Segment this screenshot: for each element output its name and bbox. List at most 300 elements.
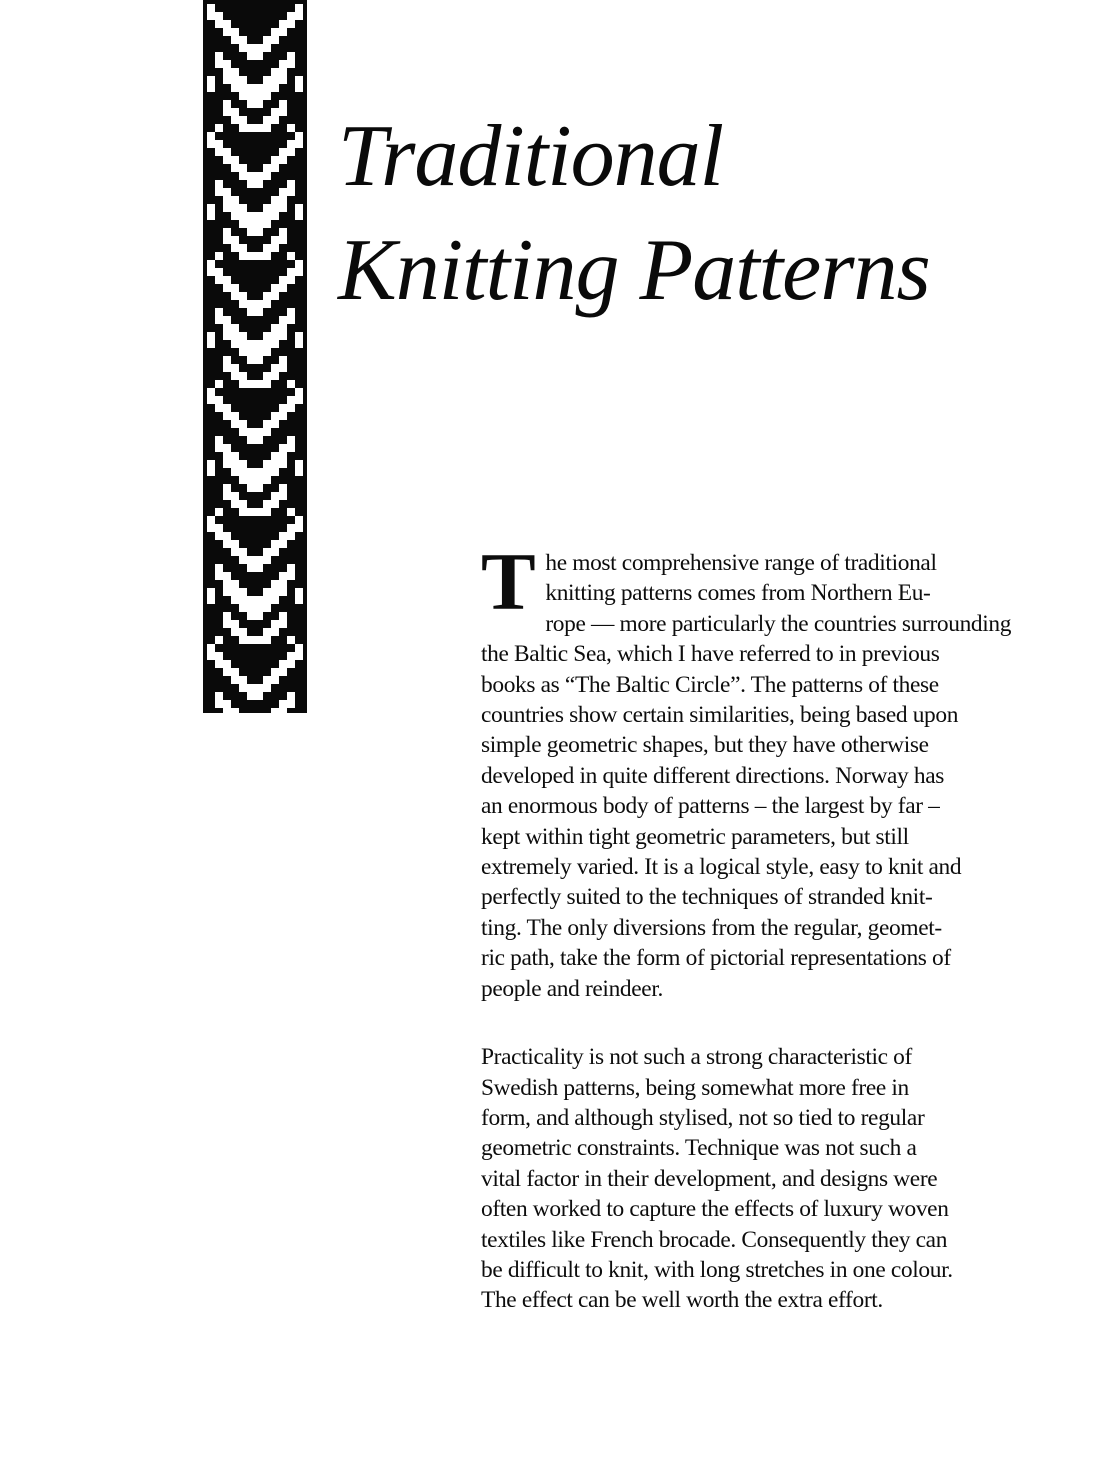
- pattern-stitch: [247, 436, 255, 444]
- pattern-stitch: [239, 596, 247, 604]
- pattern-stitch: [247, 380, 255, 388]
- pattern-stitch: [295, 652, 303, 660]
- paragraph-line: geometric constraints. Technique was not such a: [481, 1135, 917, 1162]
- pattern-stitch: [295, 388, 303, 396]
- pattern-stitch: [239, 44, 247, 52]
- pattern-stitch: [247, 300, 255, 308]
- pattern-stitch: [271, 372, 279, 380]
- pattern-stitch: [215, 20, 223, 28]
- pattern-stitch: [215, 316, 223, 324]
- pattern-stitch: [279, 412, 287, 420]
- pattern-stitch: [207, 204, 215, 212]
- pattern-stitch: [223, 20, 231, 28]
- pattern-stitch: [231, 36, 239, 44]
- pattern-stitch: [231, 116, 239, 124]
- second-paragraph: [481, 1042, 1056, 1316]
- pattern-stitch: [231, 420, 239, 428]
- pattern-stitch: [215, 692, 223, 700]
- pattern-stitch: [247, 604, 255, 612]
- knitting-pattern-border: [203, 0, 307, 713]
- pattern-stitch: [207, 516, 215, 524]
- pattern-stitch: [271, 340, 279, 348]
- pattern-stitch: [223, 668, 231, 676]
- pattern-stitch: [287, 140, 295, 148]
- pattern-stitch: [223, 60, 231, 68]
- pattern-stitch: [223, 588, 231, 596]
- pattern-stitch: [239, 92, 247, 100]
- pattern-stitch: [215, 404, 223, 412]
- pattern-stitch: [263, 348, 271, 356]
- pattern-stitch: [263, 636, 271, 644]
- pattern-stitch: [239, 292, 247, 300]
- pattern-stitch: [231, 236, 239, 244]
- pattern-stitch: [239, 588, 247, 596]
- paragraph-line: people and reindeer.: [481, 975, 663, 1002]
- pattern-stitch: [271, 708, 279, 713]
- pattern-stitch: [207, 644, 215, 652]
- pattern-stitch: [279, 284, 287, 292]
- pattern-stitch: [271, 196, 279, 204]
- pattern-stitch: [279, 316, 287, 324]
- pattern-stitch: [255, 612, 263, 620]
- pattern-stitch: [271, 244, 279, 252]
- pattern-stitch: [207, 260, 215, 268]
- pattern-stitch: [223, 540, 231, 548]
- pattern-stitch: [239, 84, 247, 92]
- pattern-stitch: [223, 276, 231, 284]
- pattern-stitch: [287, 532, 295, 540]
- pattern-stitch: [287, 188, 295, 196]
- pattern-stitch: [223, 532, 231, 540]
- pattern-stitch: [239, 172, 247, 180]
- pattern-stitch: [271, 76, 279, 84]
- pattern-stitch: [231, 340, 239, 348]
- pattern-stitch: [215, 268, 223, 276]
- pattern-stitch: [263, 76, 271, 84]
- pattern-stitch: [215, 508, 223, 516]
- pattern-stitch: [279, 492, 287, 500]
- pattern-stitch: [231, 676, 239, 684]
- pattern-stitch: [263, 548, 271, 556]
- pattern-stitch: [271, 84, 279, 92]
- paragraph-line: books as “The Baltic Circle”. The patterns of these: [481, 671, 939, 698]
- pattern-stitch: [215, 396, 223, 404]
- pattern-stitch: [223, 700, 231, 708]
- pattern-stitch: [279, 204, 287, 212]
- pattern-stitch: [247, 172, 255, 180]
- pattern-stitch: [231, 156, 239, 164]
- pattern-stitch: [239, 420, 247, 428]
- pattern-stitch: [279, 364, 287, 372]
- pattern-stitch: [207, 652, 215, 660]
- pattern-stitch: [287, 436, 295, 444]
- pattern-stitch: [279, 708, 287, 713]
- title-line-2: Knitting Patterns: [338, 222, 930, 319]
- pattern-stitch: [239, 636, 247, 644]
- pattern-stitch: [279, 148, 287, 156]
- pattern-stitch: [239, 244, 247, 252]
- pattern-stitch: [295, 140, 303, 148]
- pattern-stitch: [287, 124, 295, 132]
- paragraph-line: perfectly suited to the techniques of stranded knit-: [481, 884, 933, 911]
- pattern-stitch: [239, 220, 247, 228]
- pattern-stitch: [239, 676, 247, 684]
- pattern-stitch: [271, 364, 279, 372]
- intro-paragraph: [481, 536, 1056, 1004]
- pattern-stitch: [247, 44, 255, 52]
- pattern-stitch: [295, 212, 303, 220]
- pattern-stitch: [223, 660, 231, 668]
- pattern-stitch: [215, 276, 223, 284]
- pattern-stitch: [263, 460, 271, 468]
- pattern-stitch: [255, 604, 263, 612]
- pattern-stitch: [207, 140, 215, 148]
- pattern-stitch: [271, 164, 279, 172]
- paragraph-line: vital factor in their development, and designs were: [481, 1165, 938, 1192]
- pattern-stitch: [231, 596, 239, 604]
- pattern-stitch: [239, 500, 247, 508]
- pattern-stitch: [263, 332, 271, 340]
- pattern-stitch: [215, 140, 223, 148]
- pattern-stitch: [263, 380, 271, 388]
- pattern-stitch: [263, 500, 271, 508]
- pattern-stitch: [263, 420, 271, 428]
- pattern-stitch: [247, 308, 255, 316]
- pattern-stitch: [287, 524, 295, 532]
- pattern-stitch: [263, 684, 271, 692]
- pattern-stitch: [255, 340, 263, 348]
- pattern-stitch: [239, 604, 247, 612]
- pattern-stitch: [279, 188, 287, 196]
- pattern-stitch: [263, 300, 271, 308]
- pattern-stitch: [223, 188, 231, 196]
- pattern-stitch: [287, 12, 295, 20]
- pattern-stitch: [295, 460, 303, 468]
- paragraph-line: The effect can be well worth the extra effort.: [481, 1287, 883, 1314]
- paragraph-line: simple geometric shapes, but they have otherwise: [481, 732, 929, 759]
- pattern-stitch: [215, 436, 223, 444]
- pattern-stitch: [255, 92, 263, 100]
- pattern-stitch: [223, 412, 231, 420]
- pattern-stitch: [271, 620, 279, 628]
- pattern-stitch: [231, 372, 239, 380]
- pattern-stitch: [263, 340, 271, 348]
- pattern-stitch: [223, 572, 231, 580]
- pattern-stitch: [271, 628, 279, 636]
- pattern-stitch: [223, 620, 231, 628]
- pattern-stitch: [287, 508, 295, 516]
- pattern-stitch: [215, 308, 223, 316]
- pattern-stitch: [271, 420, 279, 428]
- pattern-stitch: [231, 412, 239, 420]
- pattern-stitch: [295, 396, 303, 404]
- pattern-stitch: [279, 332, 287, 340]
- paragraph-line: an enormous body of patterns – the largest by far –: [481, 793, 940, 820]
- pattern-stitch: [231, 204, 239, 212]
- pattern-stitch: [223, 76, 231, 84]
- paragraph-line: developed in quite different directions. Norway has: [481, 762, 945, 789]
- pattern-stitch: [287, 148, 295, 156]
- pattern-stitch: [263, 36, 271, 44]
- pattern-stitch: [231, 460, 239, 468]
- pattern-stitch: [231, 284, 239, 292]
- pattern-stitch: [215, 652, 223, 660]
- pattern-stitch: [223, 324, 231, 332]
- pattern-stitch: [279, 324, 287, 332]
- pattern-stitch: [255, 44, 263, 52]
- pattern-stitch: [279, 588, 287, 596]
- pattern-stitch: [223, 228, 231, 236]
- pattern-stitch: [279, 156, 287, 164]
- pattern-stitch: [239, 372, 247, 380]
- pattern-stitch: [247, 564, 255, 572]
- pattern-stitch: [295, 596, 303, 604]
- paragraph-line: ric path, take the form of pictorial representations of: [481, 945, 951, 972]
- pattern-stitch: [231, 580, 239, 588]
- pattern-stitch: [287, 380, 295, 388]
- pattern-stitch: [263, 556, 271, 564]
- pattern-stitch: [215, 148, 223, 156]
- pattern-stitch: [279, 668, 287, 676]
- pattern-stitch: [239, 380, 247, 388]
- pattern-stitch: [247, 476, 255, 484]
- pattern-stitch: [263, 252, 271, 260]
- pattern-stitch: [223, 612, 231, 620]
- pattern-stitch: [207, 268, 215, 276]
- pattern-stitch: [247, 228, 255, 236]
- pattern-stitch: [271, 284, 279, 292]
- pattern-stitch: [231, 84, 239, 92]
- pattern-stitch: [271, 460, 279, 468]
- paragraph-line: textiles like French brocade. Consequently they can: [481, 1226, 948, 1253]
- pattern-stitch: [223, 404, 231, 412]
- pattern-stitch: [255, 180, 263, 188]
- pattern-stitch: [263, 372, 271, 380]
- pattern-stitch: [263, 204, 271, 212]
- pattern-stitch: [287, 20, 295, 28]
- pattern-stitch: [215, 252, 223, 260]
- pattern-stitch: [247, 220, 255, 228]
- pattern-stitch: [247, 484, 255, 492]
- pattern-stitch: [255, 172, 263, 180]
- pattern-stitch: [255, 100, 263, 108]
- pattern-stitch: [239, 36, 247, 44]
- pattern-stitch: [239, 164, 247, 172]
- pattern-stitch: [271, 212, 279, 220]
- pattern-stitch: [207, 212, 215, 220]
- pattern-stitch: [223, 28, 231, 36]
- pattern-stitch: [295, 468, 303, 476]
- pattern-stitch: [207, 12, 215, 20]
- pattern-stitch: [279, 76, 287, 84]
- pattern-stitch: [279, 580, 287, 588]
- pattern-stitch: [255, 124, 263, 132]
- pattern-stitch: [271, 676, 279, 684]
- pattern-stitch: [279, 460, 287, 468]
- pattern-stitch: [287, 308, 295, 316]
- pattern-stitch: [287, 316, 295, 324]
- pattern-stitch: [223, 204, 231, 212]
- drop-cap: T: [481, 536, 536, 627]
- pattern-stitch: [255, 484, 263, 492]
- pattern-stitch: [271, 588, 279, 596]
- pattern-stitch: [287, 252, 295, 260]
- pattern-stitch: [279, 20, 287, 28]
- pattern-stitch: [223, 484, 231, 492]
- pattern-stitch: [295, 516, 303, 524]
- pattern-stitch: [231, 468, 239, 476]
- pattern-stitch: [271, 156, 279, 164]
- body-text: [481, 536, 1056, 1316]
- paragraph-line: kept within tight geometric parameters, but still: [481, 823, 909, 850]
- pattern-stitch: [223, 68, 231, 76]
- pattern-stitch: [239, 252, 247, 260]
- pattern-stitch: [255, 52, 263, 60]
- pattern-stitch: [223, 196, 231, 204]
- pattern-stitch: [223, 156, 231, 164]
- pattern-stitch: [271, 412, 279, 420]
- title-line-1: Traditional: [338, 108, 724, 205]
- pattern-stitch: [247, 556, 255, 564]
- pattern-stitch: [263, 604, 271, 612]
- paragraph-line: the Baltic Sea, which I have referred to in previous: [481, 641, 940, 668]
- pattern-stitch: [215, 180, 223, 188]
- pattern-stitch: [239, 476, 247, 484]
- pattern-stitch: [223, 492, 231, 500]
- pattern-stitch: [263, 428, 271, 436]
- paragraph-line: he most comprehensive range of traditional: [545, 550, 937, 576]
- pattern-stitch: [279, 196, 287, 204]
- pattern-stitch: [207, 396, 215, 404]
- pattern-stitch: [271, 36, 279, 44]
- knitting-pattern-border-icon: [203, 0, 307, 713]
- pattern-stitch: [263, 476, 271, 484]
- pattern-stitch: [279, 484, 287, 492]
- pattern-stitch: [279, 356, 287, 364]
- pattern-stitch: [271, 468, 279, 476]
- pattern-stitch: [271, 500, 279, 508]
- pattern-stitch: [295, 268, 303, 276]
- pattern-stitch: [223, 332, 231, 340]
- pattern-stitch: [231, 292, 239, 300]
- pattern-stitch: [263, 292, 271, 300]
- pattern-stitch: [231, 196, 239, 204]
- pattern-stitch: [223, 580, 231, 588]
- pattern-stitch: [231, 620, 239, 628]
- pattern-stitch: [279, 404, 287, 412]
- pattern-stitch: [239, 428, 247, 436]
- pattern-stitch: [239, 332, 247, 340]
- pattern-stitch: [231, 628, 239, 636]
- pattern-stitch: [271, 596, 279, 604]
- pattern-stitch: [223, 148, 231, 156]
- pattern-stitch: [295, 644, 303, 652]
- pattern-stitch: [247, 84, 255, 92]
- pattern-stitch: [215, 700, 223, 708]
- pattern-stitch: [255, 380, 263, 388]
- pattern-stitch: [263, 588, 271, 596]
- pattern-stitch: [247, 508, 255, 516]
- pattern-stitch: [215, 188, 223, 196]
- pattern-stitch: [271, 548, 279, 556]
- pattern-stitch: [295, 132, 303, 140]
- pattern-stitch: [223, 452, 231, 460]
- pattern-stitch: [295, 12, 303, 20]
- pattern-stitch: [279, 228, 287, 236]
- pattern-stitch: [231, 164, 239, 172]
- pattern-stitch: [287, 268, 295, 276]
- pattern-stitch: [295, 260, 303, 268]
- pattern-stitch: [271, 540, 279, 548]
- pattern-stitch: [239, 340, 247, 348]
- pattern-stitch: [207, 388, 215, 396]
- pattern-stitch: [263, 244, 271, 252]
- pattern-stitch: [231, 588, 239, 596]
- pattern-stitch: [255, 508, 263, 516]
- pattern-stitch: [287, 52, 295, 60]
- pattern-stitch: [231, 500, 239, 508]
- pattern-stitch: [287, 636, 295, 644]
- pattern-stitch: [263, 596, 271, 604]
- paragraph-line: be difficult to knit, with long stretches in one colour.: [481, 1256, 953, 1283]
- pattern-stitch: [239, 204, 247, 212]
- pattern-stitch: [263, 164, 271, 172]
- pattern-stitch: [263, 124, 271, 132]
- pattern-stitch: [263, 84, 271, 92]
- pattern-stitch: [271, 332, 279, 340]
- pattern-stitch: [263, 116, 271, 124]
- paragraph-line: form, and although stylised, not so tied to regular: [481, 1104, 925, 1131]
- pattern-stitch: [271, 668, 279, 676]
- pattern-stitch: [295, 84, 303, 92]
- pattern-stitch: [231, 244, 239, 252]
- pattern-stitch: [255, 84, 263, 92]
- pattern-stitch: [239, 508, 247, 516]
- pattern-stitch: [255, 220, 263, 228]
- pattern-stitch: [271, 204, 279, 212]
- pattern-stitch: [223, 460, 231, 468]
- pattern-stitch: [255, 428, 263, 436]
- pattern-stitch: [287, 652, 295, 660]
- pattern-stitch: [247, 596, 255, 604]
- pattern-stitch: [215, 12, 223, 20]
- pattern-stitch: [239, 124, 247, 132]
- pattern-stitch: [295, 340, 303, 348]
- pattern-stitch: [247, 356, 255, 364]
- pattern-stitch: [231, 548, 239, 556]
- pattern-stitch: [271, 28, 279, 36]
- pattern-stitch: [223, 108, 231, 116]
- pattern-stitch: [247, 212, 255, 220]
- pattern-stitch: [215, 444, 223, 452]
- pattern-stitch: [231, 708, 239, 713]
- pattern-stitch: [247, 252, 255, 260]
- pattern-stitch: [255, 692, 263, 700]
- pattern-stitch: [287, 180, 295, 188]
- pattern-stitch: [223, 364, 231, 372]
- pattern-stitch: [239, 212, 247, 220]
- pattern-stitch: [279, 68, 287, 76]
- pattern-stitch: [287, 572, 295, 580]
- pattern-stitch: [223, 356, 231, 364]
- pattern-stitch: [287, 60, 295, 68]
- pattern-stitch: [223, 316, 231, 324]
- pattern-stitch: [207, 4, 215, 12]
- pattern-stitch: [215, 52, 223, 60]
- pattern-stitch: [231, 324, 239, 332]
- pattern-stitch: [255, 596, 263, 604]
- pattern-stitch: [239, 556, 247, 564]
